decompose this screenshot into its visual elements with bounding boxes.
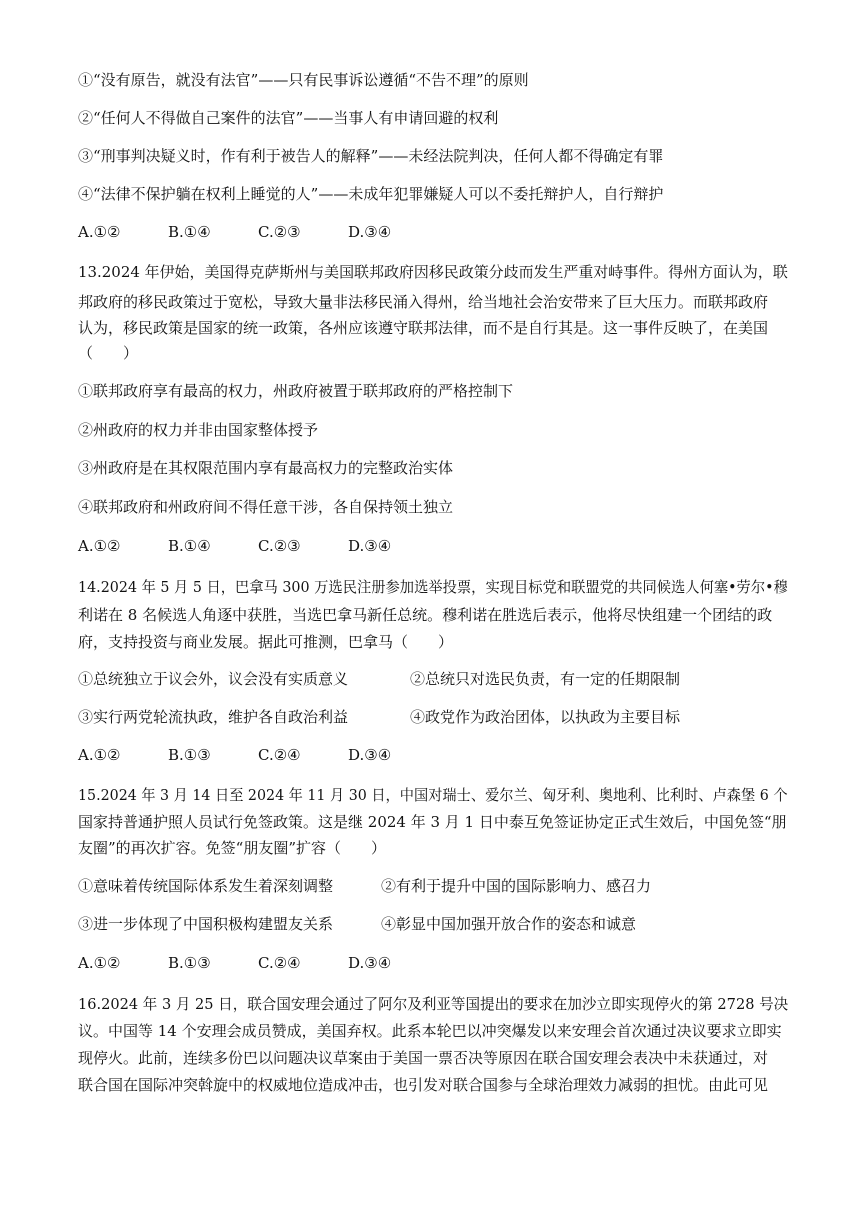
option-b[interactable]: B.①④ xyxy=(168,223,211,241)
q12-options xyxy=(78,222,438,242)
q13-stem-line-2: 邦政府的移民政策过于宽松，导致大量非法移民涌入得州，给当地社会治安带来了巨大压力。而联邦政府 xyxy=(78,293,769,311)
q15-options xyxy=(78,953,438,973)
option-a[interactable]: A.①② xyxy=(78,746,121,764)
option-a[interactable]: A.①② xyxy=(78,537,121,555)
q13-item-1: ①联邦政府享有最高的权力，州政府被置于联邦政府的严格控制下 xyxy=(78,382,514,400)
q16-stem-line-4: 联合国在国际冲突斡旋中的权威地位造成冲击，也引发对联合国参与全球治理效力减弱的担忧。由此可见 xyxy=(78,1076,769,1094)
option-a[interactable]: A.①② xyxy=(78,954,121,972)
q16-stem-line-2: 议。中国等 14 个安理会成员赞成，美国弃权。此系本轮巴以冲突爆发以来安理会首次通过决议要求立即实 xyxy=(78,1022,782,1040)
option-b[interactable]: B.①④ xyxy=(168,537,211,555)
q14-item-3: ③实行两党轮流执政，维护各自政治利益 xyxy=(78,708,349,726)
q16-stem-line-3: 现停火。此前，连续多份巴以问题决议草案由于美国一票否决等原因在联合国安理会表决中未获通过，对 xyxy=(78,1049,769,1067)
q14-item-2: ②总统只对选民负责，有一定的任期限制 xyxy=(410,670,681,688)
option-b[interactable]: B.①③ xyxy=(168,954,211,972)
q16-stem-line-1: 16.2024 年 3 月 25 日，联合国安理会通过了阿尔及利亚等国提出的要求在加沙立即实现停火的第 2728 号决 xyxy=(78,995,789,1013)
q13-stem-line-3: 认为，移民政策是国家的统一政策，各州应该遵守联邦法律，而不是自行其是。这一事件反映了，在美国 xyxy=(78,319,769,337)
q12-item-4: ④“法律不保护躺在权利上睡觉的人”——未成年犯罪嫌疑人可以不委托辩护人，自行辩护 xyxy=(78,185,664,203)
q13-item-4: ④联邦政府和州政府间不得任意干涉，各自保持领土独立 xyxy=(78,498,454,516)
q15-stem-line-3: 友圈”的再次扩容。免签“朋友圈”扩容（ ） xyxy=(78,839,387,857)
option-d[interactable]: D.③④ xyxy=(348,954,392,972)
option-c[interactable]: C.②③ xyxy=(258,223,301,241)
q15-stem-line-2: 国家持普通护照人员试行免签政策。这是继 2024 年 3 月 1 日中泰互免签证协定正式生效后，中国免签“朋 xyxy=(78,813,787,831)
option-d[interactable]: D.③④ xyxy=(348,537,392,555)
q13-options xyxy=(78,536,438,556)
q12-item-2: ②“任何人不得做自己案件的法官”——当事人有申请回避的权利 xyxy=(78,109,499,127)
option-c[interactable]: C.②④ xyxy=(258,746,301,764)
q12-item-1: ①“没有原告，就没有法官”——只有民事诉讼遵循“不告不理”的原则 xyxy=(78,71,529,89)
option-d[interactable]: D.③④ xyxy=(348,223,392,241)
q15-item-4: ④彰显中国加强开放合作的姿态和诚意 xyxy=(381,915,637,933)
q12-item-3: ③“刑事判决疑义时，作有利于被告人的解释”——未经法院判决，任何人都不得确定有罪 xyxy=(78,147,664,165)
option-c[interactable]: C.②③ xyxy=(258,537,301,555)
option-d[interactable]: D.③④ xyxy=(348,746,392,764)
option-b[interactable]: B.①③ xyxy=(168,746,211,764)
q14-stem-line-2: 利诺在 8 名候选人角逐中获胜，当选巴拿马新任总统。穆利诺在胜选后表示，他将尽快组建一个团结的政 xyxy=(78,606,773,624)
option-a[interactable]: A.①② xyxy=(78,223,121,241)
q13-item-3: ③州政府是在其权限范围内享有最高权力的完整政治实体 xyxy=(78,459,454,477)
q14-item-4: ④政党作为政治团体，以执政为主要目标 xyxy=(410,708,681,726)
q15-item-2: ②有利于提升中国的国际影响力、感召力 xyxy=(381,877,652,895)
option-c[interactable]: C.②④ xyxy=(258,954,301,972)
q15-stem-line-1: 15.2024 年 3 月 14 日至 2024 年 11 月 30 日，中国对瑞士、爱尔兰、匈牙利、奥地利、比利时、卢森堡 6 个 xyxy=(78,786,788,804)
q14-stem-line-3: 府，支持投资与商业发展。据此可推测，巴拿马（ ） xyxy=(78,633,454,651)
q14-item-1: ①总统独立于议会外，议会没有实质意义 xyxy=(78,670,349,688)
q15-item-3: ③进一步体现了中国积极构建盟友关系 xyxy=(78,915,334,933)
q15-item-1: ①意味着传统国际体系发生着深刻调整 xyxy=(78,877,334,895)
q13-answer-blank: （ ） xyxy=(78,344,139,362)
q14-stem-line-1: 14.2024 年 5 月 5 日，巴拿马 300 万选民注册参加选举投票，实现目标党和联盟党的共同候选人何塞•劳尔•穆 xyxy=(78,578,788,596)
q13-item-2: ②州政府的权力并非由国家整体授予 xyxy=(78,421,319,439)
q14-options xyxy=(78,745,438,765)
q13-stem-line-1: 13.2024 年伊始，美国得克萨斯州与美国联邦政府因移民政策分歧而发生严重对峙事件。得州方面认为，联 xyxy=(78,263,788,281)
